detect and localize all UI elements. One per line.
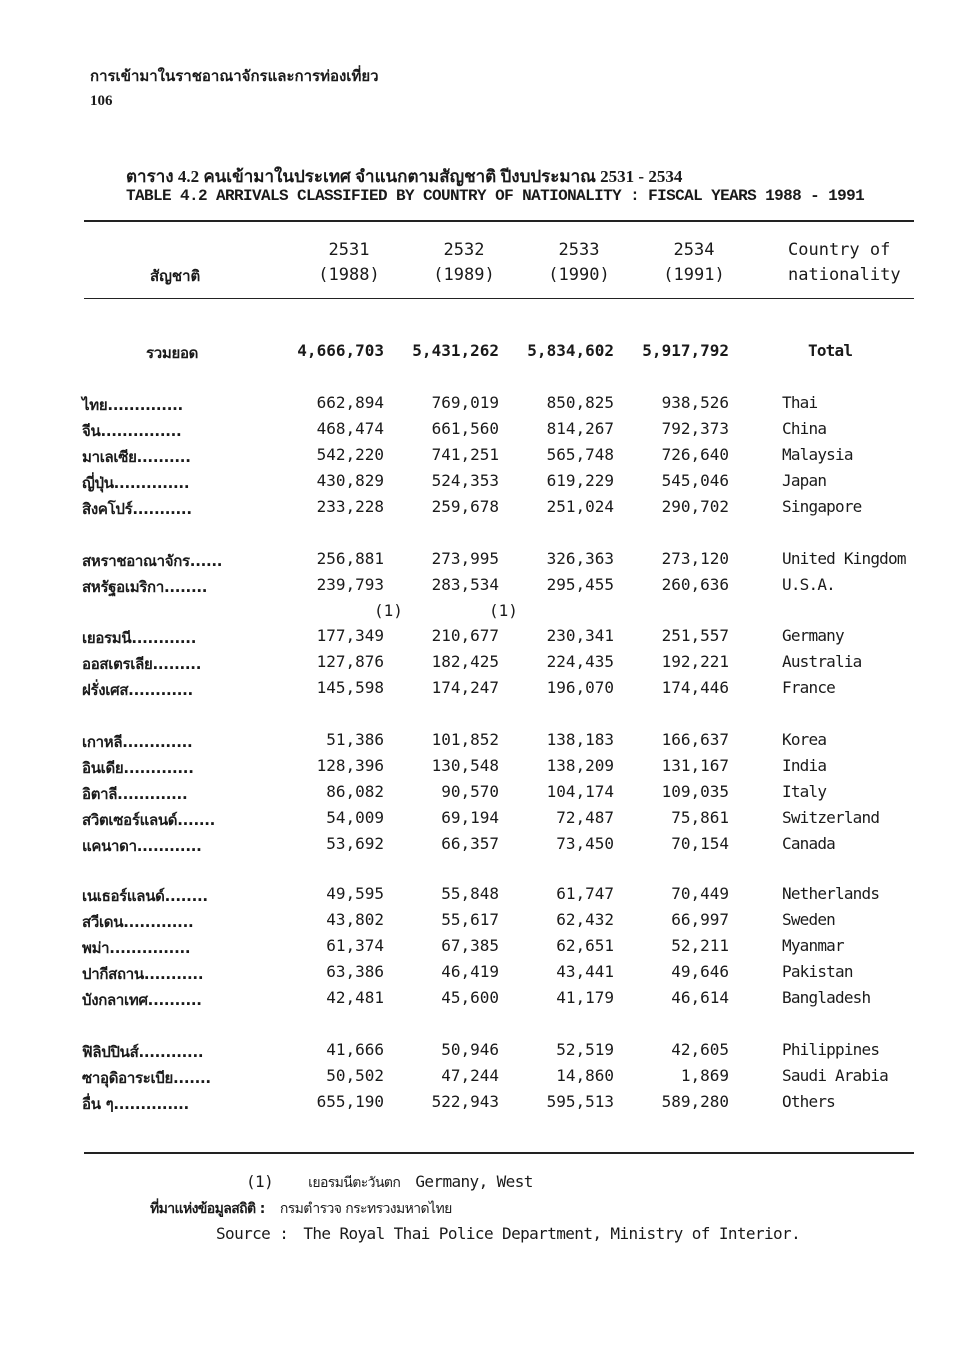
row-label-english: Bangladesh	[782, 988, 871, 1007]
row-label-english: Pakistan	[782, 962, 853, 981]
table-row	[0, 419, 966, 445]
cell-1988: 50,502	[326, 1066, 384, 1085]
cell-1989: 45,600	[441, 988, 499, 1007]
cell-1988: 4,666,703	[297, 341, 384, 360]
row-label-english: Thai	[782, 393, 818, 412]
table-row	[0, 1066, 966, 1092]
row-label-english: Sweden	[782, 910, 835, 929]
cell-1991: 251,557	[661, 626, 729, 645]
cell-1988: 42,481	[326, 988, 384, 1007]
cell-1988: 233,228	[316, 497, 384, 516]
row-label-thai: ปากีสถาน...........	[82, 965, 204, 983]
cell-1990: 14,860	[556, 1066, 614, 1085]
row-label-thai: ฝรั่งเศส............	[82, 681, 193, 699]
header-year-en: (1991)	[663, 265, 725, 285]
row-label-thai: อินเดีย.............	[82, 759, 194, 777]
row-label-english: Saudi Arabia	[782, 1066, 888, 1085]
cell-1991: 545,046	[661, 471, 729, 490]
table-row	[0, 497, 966, 523]
cell-1991: 290,702	[661, 497, 729, 516]
row-label-english: India	[782, 756, 827, 775]
table-row	[0, 782, 966, 808]
table-row	[0, 393, 966, 419]
cell-1991: 75,861	[671, 808, 729, 827]
cell-1988: 542,220	[316, 445, 384, 464]
table-top-rule	[84, 220, 914, 222]
row-label-thai: เนเธอร์แลนด์........	[82, 887, 208, 905]
footnote-marker-1989: (1)	[489, 601, 518, 620]
table-row	[0, 471, 966, 497]
cell-1990: 62,651	[556, 936, 614, 955]
row-label-english: Total	[808, 341, 853, 360]
cell-1991: 66,997	[671, 910, 729, 929]
cell-1990: 251,024	[546, 497, 614, 516]
cell-1989: 66,357	[441, 834, 499, 853]
cell-1990: 224,435	[546, 652, 614, 671]
source-english-line	[216, 1224, 800, 1243]
cell-1988: 662,894	[316, 393, 384, 412]
row-label-english: Netherlands	[782, 884, 880, 903]
table-row	[0, 1040, 966, 1066]
cell-1989: 101,852	[431, 730, 499, 749]
row-label-thai: จีน...............	[82, 422, 182, 440]
row-label-thai: รวมยอด	[146, 344, 199, 362]
cell-1989: 67,385	[441, 936, 499, 955]
cell-1988: 468,474	[316, 419, 384, 438]
cell-1989: 259,678	[431, 497, 499, 516]
cell-1988: 145,598	[316, 678, 384, 697]
footnote-thai: เยอรมนีตะวันตก	[308, 1175, 401, 1191]
table-row	[0, 756, 966, 782]
source-thai-line	[150, 1198, 452, 1220]
cell-1990: 41,179	[556, 988, 614, 1007]
row-label-thai: เยอรมนี............	[82, 629, 197, 647]
cell-1988: 61,374	[326, 936, 384, 955]
cell-1990: 52,519	[556, 1040, 614, 1059]
row-label-english: Malaysia	[782, 445, 853, 464]
cell-1989: 69,194	[441, 808, 499, 827]
table-row	[0, 988, 966, 1014]
cell-1990: 61,747	[556, 884, 614, 903]
table-row	[0, 808, 966, 834]
cell-1991: 109,035	[661, 782, 729, 801]
cell-1991: 589,280	[661, 1092, 729, 1111]
row-label-thai: มาเลเซีย..........	[82, 448, 191, 466]
row-label-english: Others	[782, 1092, 835, 1111]
cell-1988: 655,190	[316, 1092, 384, 1111]
table-title-english: TABLE 4.2 ARRIVALS CLASSIFIED BY COUNTRY OF NATIONALITY : FISCAL YEARS 1988 - 1991	[126, 187, 865, 205]
cell-1988: 63,386	[326, 962, 384, 981]
table-row	[0, 834, 966, 860]
table-row	[0, 936, 966, 962]
cell-1989: 524,353	[431, 471, 499, 490]
table-bottom-rule	[84, 1152, 914, 1154]
footnote-line	[246, 1172, 533, 1194]
cell-1989: 50,946	[441, 1040, 499, 1059]
table-row	[0, 575, 966, 601]
header-year-th: 2533	[558, 240, 600, 260]
header-year-en: (1990)	[548, 265, 610, 285]
header-col-1989	[409, 238, 519, 288]
row-label-thai: อื่น ๆ..............	[82, 1095, 189, 1113]
row-label-thai: สวีเดน.............	[82, 913, 194, 931]
footnote-marker: (1)	[246, 1172, 274, 1191]
cell-1988: 127,876	[316, 652, 384, 671]
cell-1990: 62,432	[556, 910, 614, 929]
cell-1988: 86,082	[326, 782, 384, 801]
cell-1989: 210,677	[431, 626, 499, 645]
row-label-thai: เกาหลี.............	[82, 733, 193, 751]
cell-1991: 52,211	[671, 936, 729, 955]
header-country-line1: Country of	[788, 240, 891, 260]
cell-1989: 55,848	[441, 884, 499, 903]
page-number: 106	[90, 93, 113, 109]
cell-1991: 166,637	[661, 730, 729, 749]
row-label-english: China	[782, 419, 827, 438]
source-thai-text: กรมตำรวจ กระทรวงมหาดไทย	[279, 1201, 452, 1217]
cell-1990: 5,834,602	[527, 341, 614, 360]
cell-1991: 42,605	[671, 1040, 729, 1059]
row-label-thai: ซาอุดิอาระเบีย.......	[82, 1069, 211, 1087]
cell-1991: 131,167	[661, 756, 729, 775]
cell-1990: 230,341	[546, 626, 614, 645]
row-label-english: Australia	[782, 652, 862, 671]
cell-1989: 741,251	[431, 445, 499, 464]
cell-1988: 128,396	[316, 756, 384, 775]
row-label-thai: ไทย..............	[82, 396, 183, 414]
cell-1990: 619,229	[546, 471, 614, 490]
header-country-line2: nationality	[788, 265, 901, 285]
cell-1991: 938,526	[661, 393, 729, 412]
row-label-thai: แคนาดา............	[82, 837, 202, 855]
cell-1988: 430,829	[316, 471, 384, 490]
table-row	[0, 652, 966, 678]
cell-1990: 196,070	[546, 678, 614, 697]
cell-1989: 769,019	[431, 393, 499, 412]
cell-1991: 1,869	[680, 1066, 729, 1085]
cell-1990: 565,748	[546, 445, 614, 464]
row-label-thai: ญี่ปุ่น..............	[82, 474, 190, 492]
cell-1988: 256,881	[316, 549, 384, 568]
header-col-1988	[294, 238, 404, 288]
footnote-marker-1988: (1)	[374, 601, 403, 620]
cell-1991: 70,449	[671, 884, 729, 903]
cell-1991: 46,614	[671, 988, 729, 1007]
header-bottom-rule	[84, 298, 914, 299]
source-english-label: Source :	[216, 1224, 289, 1243]
row-label-english: Canada	[782, 834, 835, 853]
cell-1989: 55,617	[441, 910, 499, 929]
header-country-of-nationality	[788, 238, 901, 288]
header-year-en: (1989)	[433, 265, 495, 285]
cell-1989: 283,534	[431, 575, 499, 594]
cell-1988: 49,595	[326, 884, 384, 903]
table-row	[0, 1092, 966, 1118]
table-row	[0, 730, 966, 756]
cell-1989: 130,548	[431, 756, 499, 775]
row-label-thai: ออสเตรเลีย.........	[82, 655, 202, 673]
row-label-english: Singapore	[782, 497, 862, 516]
row-label-thai: บังกลาเทศ..........	[82, 991, 202, 1009]
table-row	[0, 884, 966, 910]
cell-1991: 260,636	[661, 575, 729, 594]
table-row	[0, 678, 966, 704]
cell-1991: 273,120	[661, 549, 729, 568]
table-row	[0, 549, 966, 575]
header-nationality-thai: สัญชาติ	[150, 269, 201, 285]
cell-1989: 273,995	[431, 549, 499, 568]
cell-1989: 522,943	[431, 1092, 499, 1111]
header-col-1990	[524, 238, 634, 288]
cell-1988: 177,349	[316, 626, 384, 645]
cell-1990: 138,209	[546, 756, 614, 775]
cell-1989: 90,570	[441, 782, 499, 801]
cell-1988: 43,802	[326, 910, 384, 929]
cell-1990: 43,441	[556, 962, 614, 981]
cell-1991: 792,373	[661, 419, 729, 438]
table-row	[0, 626, 966, 652]
cell-1988: 239,793	[316, 575, 384, 594]
cell-1990: 850,825	[546, 393, 614, 412]
table-row	[0, 910, 966, 936]
row-label-english: Japan	[782, 471, 827, 490]
cell-1991: 192,221	[661, 652, 729, 671]
row-label-english: France	[782, 678, 835, 697]
row-label-english: Switzerland	[782, 808, 880, 827]
row-label-thai: สหราชอาณาจักร......	[82, 552, 223, 570]
row-label-english: Italy	[782, 782, 827, 801]
row-label-thai: อิตาลี.............	[82, 785, 188, 803]
row-label-thai: พม่า...............	[82, 939, 191, 957]
row-label-english: Germany	[782, 626, 844, 645]
cell-1991: 174,446	[661, 678, 729, 697]
source-english-text: The Royal Thai Police Department, Ministry of Interior.	[303, 1224, 801, 1243]
source-thai-label: ที่มาแห่งข้อมูลสถิติ :	[150, 1201, 265, 1217]
cell-1991: 726,640	[661, 445, 729, 464]
cell-1990: 73,450	[556, 834, 614, 853]
row-label-english: United Kingdom	[782, 549, 906, 568]
cell-1990: 72,487	[556, 808, 614, 827]
header-year-th: 2532	[443, 240, 485, 260]
table-row-total	[0, 341, 966, 367]
cell-1990: 295,455	[546, 575, 614, 594]
row-label-thai: สิงคโปร์...........	[82, 500, 192, 518]
cell-1990: 814,267	[546, 419, 614, 438]
cell-1988: 54,009	[326, 808, 384, 827]
cell-1989: 174,247	[431, 678, 499, 697]
table-title-thai: ตาราง 4.2 คนเข้ามาในประเทศ จำแนกตามสัญชาติ ปีงบประมาณ 2531 - 2534	[126, 167, 683, 186]
header-year-en: (1988)	[318, 265, 380, 285]
cell-1989: 46,419	[441, 962, 499, 981]
row-label-english: Philippines	[782, 1040, 880, 1059]
cell-1989: 182,425	[431, 652, 499, 671]
row-label-english: Korea	[782, 730, 827, 749]
header-year-th: 2531	[328, 240, 370, 260]
cell-1988: 41,666	[326, 1040, 384, 1059]
cell-1990: 138,183	[546, 730, 614, 749]
row-label-thai: ฟิลิปปินส์............	[82, 1043, 204, 1061]
footnote-english: Germany, West	[415, 1172, 533, 1191]
row-label-thai: สวิตเซอร์แลนด์.......	[82, 811, 216, 829]
cell-1988: 53,692	[326, 834, 384, 853]
row-label-english: U.S.A.	[782, 575, 835, 594]
table-row	[0, 445, 966, 471]
table-row	[0, 962, 966, 988]
row-label-thai: สหรัฐอเมริกา........	[82, 578, 208, 596]
cell-1990: 326,363	[546, 549, 614, 568]
cell-1991: 70,154	[671, 834, 729, 853]
header-col-1991	[639, 238, 749, 288]
header-year-th: 2534	[673, 240, 715, 260]
cell-1989: 661,560	[431, 419, 499, 438]
cell-1988: 51,386	[326, 730, 384, 749]
cell-1990: 595,513	[546, 1092, 614, 1111]
cell-1989: 47,244	[441, 1066, 499, 1085]
cell-1991: 5,917,792	[642, 341, 729, 360]
cell-1991: 49,646	[671, 962, 729, 981]
running-head: การเข้ามาในราชอาณาจักรและการท่องเที่ยว	[90, 69, 379, 85]
cell-1990: 104,174	[546, 782, 614, 801]
row-label-english: Myanmar	[782, 936, 844, 955]
cell-1989: 5,431,262	[412, 341, 499, 360]
